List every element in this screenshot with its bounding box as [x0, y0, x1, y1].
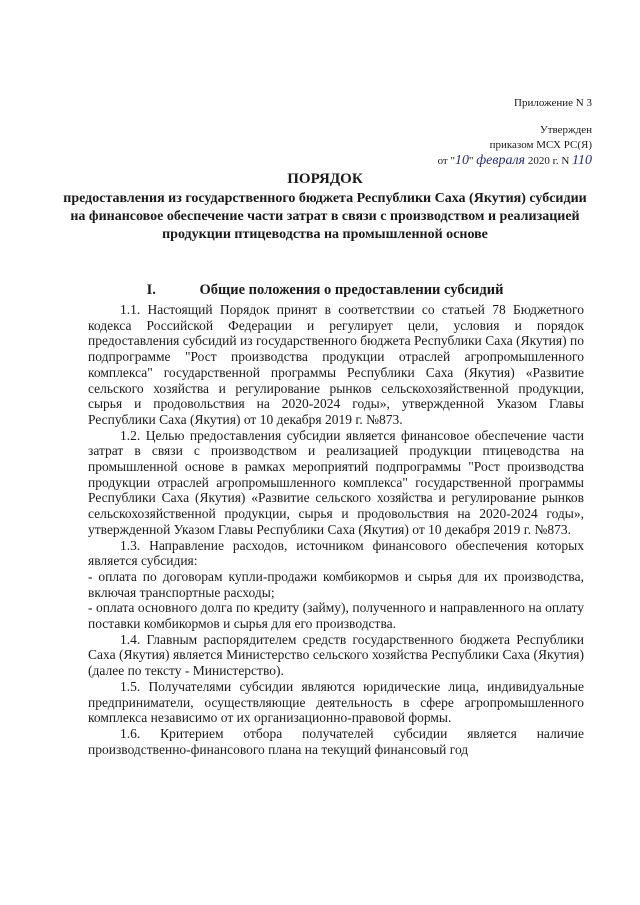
- document-title: [60, 170, 590, 244]
- handwritten-day: 10: [454, 153, 469, 168]
- approval-block: [438, 96, 592, 169]
- appendix-label: Приложение N 3: [514, 97, 592, 109]
- section-number: I.: [146, 282, 156, 298]
- paragraph: 1.5. Получателями субсидии являются юридические лица, индивидуальные предприниматели, осуществляющие деятельность в сфере агропромышленного комплекса независимо от их организационно-правовой формы.: [88, 678, 584, 726]
- handwritten-month: февраля: [476, 153, 526, 168]
- date-prefix: от ": [437, 155, 455, 167]
- list-item: - оплата по договорам купли-продажи комбикормов и сырья для их производства, включая транспортные расходы;: [88, 568, 584, 600]
- paragraph: 1.3. Направление расходов, источником финансового обеспечения которых является субсидия:: [88, 537, 584, 569]
- list-item: - оплата основного долга по кредиту (займу), полученного и направленного на оплату поставки комбикормов и сырья для его производства.: [88, 600, 584, 632]
- approval-date: [438, 153, 592, 169]
- paragraph: 1.6. Критерием отбора получателей субсидии является наличие производственно-финансового плана на текущий финансовый год: [88, 725, 584, 757]
- paragraph: 1.1. Настоящий Порядок принят в соответствии со статьей 78 Бюджетного кодекса Российской Федерации и регулирует цели, условия и порядок предоставления субсидий из государственного бюджета Республики Саха (Якутия) по подпрограмме "Рост производства продукции отраслей агропромышленного комплекса" государственной программы Республики Саха (Якутия) «Развитие сельского хозяйства и регулирование рынков сельскохозяйственной продукции, сырья и продовольствия на 2020-2024 годы», утвержденной Указом Главы Республики Саха (Якутия) от 10 декабря 2019 г. №873.: [88, 302, 584, 427]
- order-label: приказом МСХ РС(Я): [489, 139, 592, 151]
- title-heading: ПОРЯДОК: [287, 171, 363, 187]
- title-subheading: предоставления из государственного бюджета Республики Саха (Якутия) субсидии на финансовое обеспечение части затрат в связи с производством и реализацией продукции птицеводства на промышленной основе: [63, 191, 587, 242]
- section-heading: [60, 282, 590, 299]
- section-title: Общие положения о предоставлении субсидий: [199, 282, 504, 298]
- handwritten-number: 110: [572, 153, 592, 168]
- date-quote: ": [468, 155, 474, 167]
- document-body: [88, 302, 584, 757]
- approved-label: Утвержден: [539, 124, 592, 136]
- paragraph: 1.4. Главным распорядителем средств государственного бюджета Республики Саха (Якутия) является Министерство сельского хозяйства Республики Саха (Якутия) (далее по тексту - Министерство).: [88, 631, 584, 679]
- date-year: 2020 г. N: [525, 155, 573, 167]
- paragraph: 1.2. Целью предоставления субсидии является финансовое обеспечение части затрат в связи с производством и реализацией продукции птицеводства на промышленной основе в рамках мероприятий подпрограммы "Рост производства продукции отраслей агропромышленного комплекса" государственной программы Республики Саха (Якутия) «Развитие сельского хозяйства и регулирование рынков сельскохозяйственной продукции, сырья и продовольствия на 2020-2024 годы», утвержденной Указом Главы Республики Саха (Якутия) от 10 декабря 2019 г. №873.: [88, 427, 584, 537]
